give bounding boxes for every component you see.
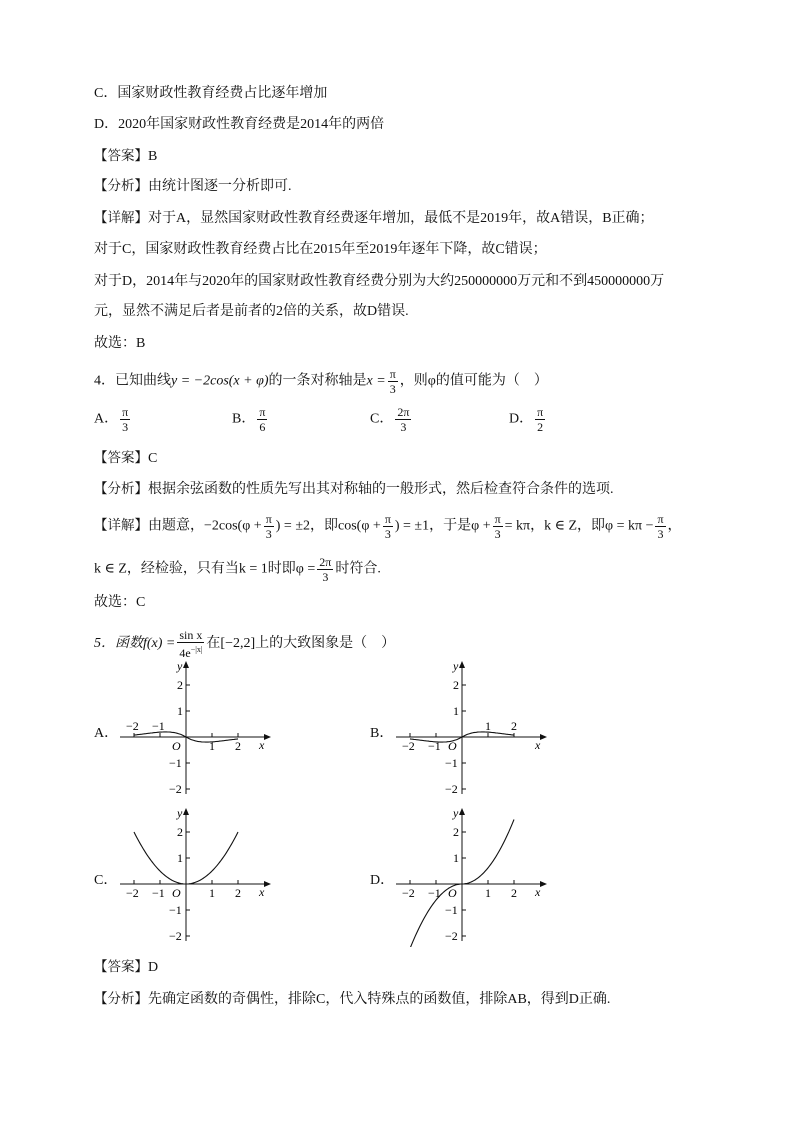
x-axis-arrow bbox=[540, 734, 547, 740]
y-tick-label: 2 bbox=[453, 825, 459, 839]
y-axis-arrow bbox=[183, 661, 189, 668]
analysis-3: 【分析】由统计图逐一分析即可. bbox=[94, 178, 292, 194]
question-4: 4．已知曲线y = −2cos(x + φ)的一条对称轴是x = $\frac{\pi}{3}$ ，则φ的值可能为（ ） bbox=[94, 367, 548, 396]
x-tick-label: −1 bbox=[428, 739, 441, 753]
x-axis-label: x bbox=[259, 738, 265, 752]
detail-3-line2: 对于C，国家财政性教育经费占比在2015年至2019年逐年下降，故C错误； bbox=[94, 242, 547, 257]
origin-label: O bbox=[448, 739, 457, 753]
x-tick-label: 2 bbox=[511, 719, 517, 733]
x-tick-label: −1 bbox=[152, 719, 165, 733]
x-tick-label: −2 bbox=[402, 739, 415, 753]
graph-a-label: A． bbox=[94, 726, 119, 741]
q4-option-b: B． $\frac{\pi}{6}$ bbox=[232, 405, 266, 434]
graph-b bbox=[390, 660, 550, 800]
x-tick-label: 1 bbox=[209, 886, 215, 900]
q4-option-c: C． $\frac{2\pi}{3}$ bbox=[370, 405, 410, 434]
y-tick-label: −2 bbox=[445, 929, 458, 943]
x-axis-label: x bbox=[535, 885, 541, 899]
graph-b-label: B． bbox=[370, 726, 394, 741]
y-tick-label: 1 bbox=[453, 704, 459, 718]
x-axis-arrow bbox=[264, 734, 271, 740]
x-tick-label: 1 bbox=[209, 739, 215, 753]
x-axis-arrow bbox=[540, 881, 547, 887]
graph-a bbox=[114, 660, 274, 800]
y-axis-arrow bbox=[459, 808, 465, 815]
y-axis-label: y bbox=[453, 660, 459, 673]
x-axis-arrow bbox=[264, 881, 271, 887]
analysis-4: 【分析】根据余弦函数的性质先写出其对称轴的一般形式，然后检查符合条件的选项. bbox=[94, 481, 614, 497]
x-tick-label: 1 bbox=[485, 886, 491, 900]
answer-4: 【答案】C bbox=[94, 450, 158, 466]
answer-3: 【答案】B bbox=[94, 148, 158, 164]
y-tick-label: −1 bbox=[169, 756, 182, 770]
y-axis-label: y bbox=[453, 807, 459, 820]
y-tick-label: 2 bbox=[177, 825, 183, 839]
origin-label: O bbox=[172, 739, 181, 753]
origin-label: O bbox=[172, 886, 181, 900]
y-tick-label: 2 bbox=[177, 678, 183, 692]
y-axis-arrow bbox=[459, 661, 465, 668]
y-tick-label: −1 bbox=[445, 756, 458, 770]
detail-3: 【详解】对于A，显然国家财政性教育经费逐年增加，最低不是2019年，故A错误，B正确； bbox=[94, 210, 654, 226]
detail-4: 【详解】由题意，−2cos(φ + $\frac{\pi}{3}$ ) = ±2，即cos(φ + $\frac{\pi}{3}$ ) = ±1，于是φ + $\frac{\pi}{3}$ = kπ，k ∈ Z，即φ = kπ − $\frac{\pi}{3}$ ， bbox=[94, 512, 682, 541]
x-axis-label: x bbox=[259, 885, 265, 899]
choose-4: 故选：C bbox=[94, 595, 146, 610]
y-tick-label: −1 bbox=[169, 903, 182, 917]
choose-3: 故选：B bbox=[94, 336, 146, 351]
y-tick-label: 1 bbox=[177, 851, 183, 865]
y-tick-label: 1 bbox=[453, 851, 459, 865]
graph-d-label: D． bbox=[370, 873, 395, 888]
origin-label: O bbox=[448, 886, 457, 900]
y-tick-label: −1 bbox=[445, 903, 458, 917]
x-tick-label: −1 bbox=[428, 886, 441, 900]
y-axis-arrow bbox=[183, 808, 189, 815]
option-c-line: C．国家财政性教育经费占比逐年增加 bbox=[94, 86, 328, 101]
graph-c-label: C． bbox=[94, 873, 118, 888]
x-tick-label: −2 bbox=[126, 719, 139, 733]
y-axis-label: y bbox=[177, 660, 183, 673]
graph-c bbox=[114, 807, 274, 947]
x-tick-label: −2 bbox=[126, 886, 139, 900]
question-5: 5．函数f(x) = $\frac{\text{sin x}}{4e^{-|x|}}$ 在[−2,2]上的大致图象是（ ） bbox=[94, 628, 396, 660]
option-d-line: D．2020年国家财政性教育经费是2014年的两倍 bbox=[94, 117, 385, 132]
y-tick-label: −2 bbox=[169, 782, 182, 796]
q4-option-d: D． $\frac{\pi}{2}$ bbox=[509, 405, 544, 434]
answer-5: 【答案】D bbox=[94, 959, 159, 975]
graph-d bbox=[390, 807, 550, 947]
y-tick-label: 2 bbox=[453, 678, 459, 692]
x-axis-label: x bbox=[535, 738, 541, 752]
detail-3-line3: 对于D，2014年与2020年的国家财政性教育经费分别为大约250000000万元和不到450000000万 bbox=[94, 274, 665, 289]
x-tick-label: −1 bbox=[152, 886, 165, 900]
x-tick-label: 1 bbox=[485, 719, 491, 733]
y-tick-label: 1 bbox=[177, 704, 183, 718]
x-tick-label: 2 bbox=[235, 739, 241, 753]
q4-option-a: A． $\frac{\pi}{3}$ bbox=[94, 405, 129, 434]
y-tick-label: −2 bbox=[169, 929, 182, 943]
detail-3-line4: 元，显然不满足后者是前者的2倍的关系，故D错误. bbox=[94, 304, 409, 319]
x-tick-label: −2 bbox=[402, 886, 415, 900]
detail-4-line2: k ∈ Z，经检验，只有当k = 1时即φ = $\frac{2\pi}{3}$ 时符合. bbox=[94, 555, 381, 584]
x-tick-label: 2 bbox=[511, 886, 517, 900]
y-tick-label: −2 bbox=[445, 782, 458, 796]
x-tick-label: 2 bbox=[235, 886, 241, 900]
y-axis-label: y bbox=[177, 807, 183, 820]
analysis-5: 【分析】先确定函数的奇偶性，排除C，代入特殊点的函数值，排除AB，得到D正确. bbox=[94, 991, 611, 1007]
